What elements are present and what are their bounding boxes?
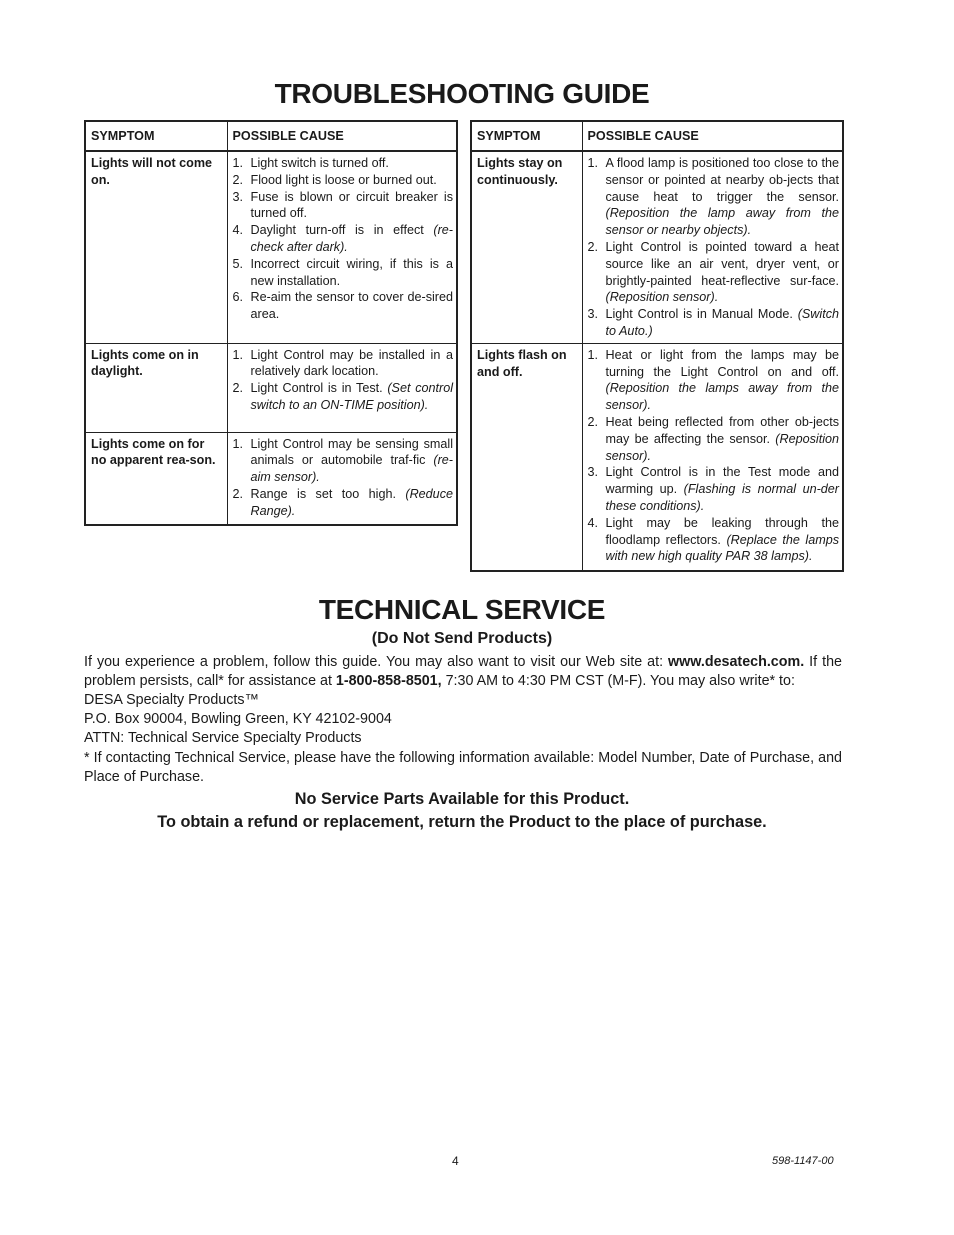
troubleshooting-table-right: [470, 120, 844, 572]
cause-remedy: (Switch to Auto.): [605, 307, 839, 338]
cause-item: [588, 155, 840, 239]
cause-item: [233, 172, 454, 189]
table-row: [471, 343, 843, 571]
cause-text: A flood lamp is positioned too close to the sensor or pointed at nearby ob-jects that cause heat to trigger the sensor.: [605, 156, 839, 204]
service-text-b: If the problem persists, call* for assistance at: [84, 654, 843, 689]
cause-remedy: (re-aim sensor).: [250, 453, 453, 485]
cause-item: [588, 239, 840, 306]
contact-note: * If contacting Technical Service, please have the following information available: Model Number, Date of Purchase, and Place of Purchase.: [84, 750, 842, 785]
table-row: [85, 151, 457, 343]
cause-text: Light Control is in the Test mode and warming up.: [605, 465, 839, 497]
cause-number: 5.: [232, 256, 244, 271]
table-body-right: [471, 151, 843, 571]
cause-number: 6.: [232, 290, 244, 305]
cause-remedy: (Flashing is normal un-der these conditions).: [605, 482, 839, 513]
cause-text: Heat or light from the lamps may be turning the Light Control on and off.: [605, 347, 839, 379]
cause-number: 2.: [587, 239, 599, 254]
cause-remedy: (Reposition sensor).: [605, 431, 839, 463]
cause-text: Range is set too high.: [250, 486, 406, 501]
table-row: [85, 432, 457, 525]
cause-remedy: (Reduce Range).: [250, 486, 453, 518]
cause-number: 1.: [232, 156, 244, 170]
cause-remedy: (Reposition the lamps away from the sensor).: [605, 381, 839, 413]
website-link[interactable]: www.desatech.com.: [668, 654, 805, 670]
cause-list: [233, 347, 454, 414]
cause-number: 1.: [587, 156, 599, 170]
cause-text: Light Control may be installed in a relatively dark location.: [250, 347, 453, 379]
address-line-3: ATTN: Technical Service Specialty Products: [84, 730, 362, 746]
document-number: 598-1147-00: [772, 1155, 834, 1167]
table-header-row: [471, 121, 843, 151]
cause-text: Re-aim the sensor to cover de-sired area.: [250, 290, 453, 322]
cause-list: [233, 436, 454, 520]
cause-text: Light may be leaking through the floodlamp reflectors.: [605, 515, 839, 547]
cause-text: Daylight turn-off is in effect: [250, 223, 434, 238]
cause-text: Light switch is turned off.: [250, 156, 389, 170]
symptom-cell: Lights stay on continuously.: [471, 151, 582, 343]
cause-item: [233, 222, 454, 256]
cause-text: Heat being reflected from other ob-jects may be affecting the sensor.: [605, 414, 839, 446]
symptom-header: SYMPTOM: [471, 121, 582, 151]
cause-text: Light Control is in Test.: [250, 381, 388, 396]
cause-number: 1.: [232, 436, 244, 451]
cause-text: Light Control may be sensing small animals or automobile traf-fic: [250, 436, 453, 468]
troubleshooting-title: TROUBLESHOOTING GUIDE: [274, 78, 650, 109]
no-service-parts-notice: No Service Parts Available for this Product.: [294, 790, 630, 808]
symptom-header: SYMPTOM: [85, 121, 227, 151]
symptom-cell: Lights come on in daylight.: [85, 343, 227, 432]
symptom-cell: Lights will not come on.: [85, 151, 227, 343]
page-number: 4: [452, 1154, 459, 1168]
cause-number: 2.: [232, 486, 244, 501]
technical-service-title: TECHNICAL SERVICE: [318, 594, 606, 625]
cause-list: [588, 155, 840, 340]
cause-remedy: (Replace the lamps with new high quality PAR 38 lamps).: [605, 532, 839, 564]
cause-number: 1.: [587, 347, 599, 362]
address-line-2: P.O. Box 90004, Bowling Green, KY 42102-9004: [84, 711, 392, 727]
cause-cell: [227, 432, 457, 525]
service-paragraph: [84, 653, 842, 691]
cause-item: [233, 347, 454, 381]
cause-header: POSSIBLE CAUSE: [227, 121, 457, 151]
cause-text: Incorrect circuit wiring, if this is a new installation.: [250, 256, 453, 288]
cause-text: Light Control is pointed toward a heat source like an air vent, dryer vent, or brightly-painted heat-reflective sur-face.: [605, 239, 839, 288]
cause-item: [233, 256, 454, 290]
cause-item: [233, 155, 454, 172]
cause-cell: [227, 151, 457, 343]
cause-number: 2.: [587, 414, 599, 429]
cause-number: 4.: [232, 223, 244, 238]
symptom-cell: Lights flash on and off.: [471, 343, 582, 571]
cause-cell: [227, 343, 457, 432]
table-header-row: [85, 121, 457, 151]
cause-remedy: (Reposition the lamp away from the sensor or nearby objects).: [605, 206, 839, 238]
cause-number: 2.: [232, 172, 244, 187]
cause-item: [233, 486, 454, 520]
cause-list: [233, 155, 454, 323]
table-row: [471, 151, 843, 343]
technical-service-subtitle: (Do Not Send Products): [371, 630, 553, 647]
cause-number: 2.: [232, 381, 244, 396]
troubleshooting-table-left: [84, 120, 458, 526]
cause-cell: [582, 151, 843, 343]
cause-cell: [582, 343, 843, 571]
cause-item: [588, 464, 840, 514]
cause-remedy: (re-check after dark).: [250, 223, 453, 254]
cause-item: [233, 289, 454, 323]
cause-item: [588, 306, 840, 340]
cause-list: [588, 347, 840, 565]
table-row: [85, 343, 457, 432]
cause-header: POSSIBLE CAUSE: [582, 121, 843, 151]
cause-text: Light Control is in Manual Mode.: [605, 307, 798, 322]
cause-remedy: (Reposition sensor).: [605, 290, 719, 305]
address-line-1: DESA Specialty Products™: [84, 692, 259, 708]
service-text-a: If you experience a problem, follow this guide. You may also want to visit our Web site at:: [84, 654, 669, 670]
cause-item: [233, 436, 454, 486]
cause-item: [588, 414, 840, 464]
phone-number: 1-800-858-8501,: [335, 673, 442, 689]
cause-number: 3.: [587, 465, 599, 480]
cause-item: [233, 380, 454, 414]
cause-text: Flood light is loose or burned out.: [250, 172, 437, 187]
cause-item: [588, 347, 840, 414]
refund-notice: To obtain a refund or replacement, return the Product to the place of purchase.: [157, 813, 767, 831]
cause-text: Fuse is blown or circuit breaker is turned off.: [250, 189, 453, 221]
cause-item: [588, 515, 840, 565]
cause-number: 1.: [232, 347, 244, 362]
table-body-left: [85, 151, 457, 525]
service-text-c: 7:30 AM to 4:30 PM CST (M-F). You may also write* to:: [441, 673, 795, 689]
cause-remedy: (Set control switch to an ON-TIME position).: [250, 381, 453, 412]
cause-number: 3.: [587, 307, 599, 322]
cause-number: 4.: [587, 515, 599, 530]
cause-item: [233, 189, 454, 223]
cause-number: 3.: [232, 189, 244, 204]
symptom-cell: Lights come on for no apparent rea-son.: [85, 432, 227, 525]
